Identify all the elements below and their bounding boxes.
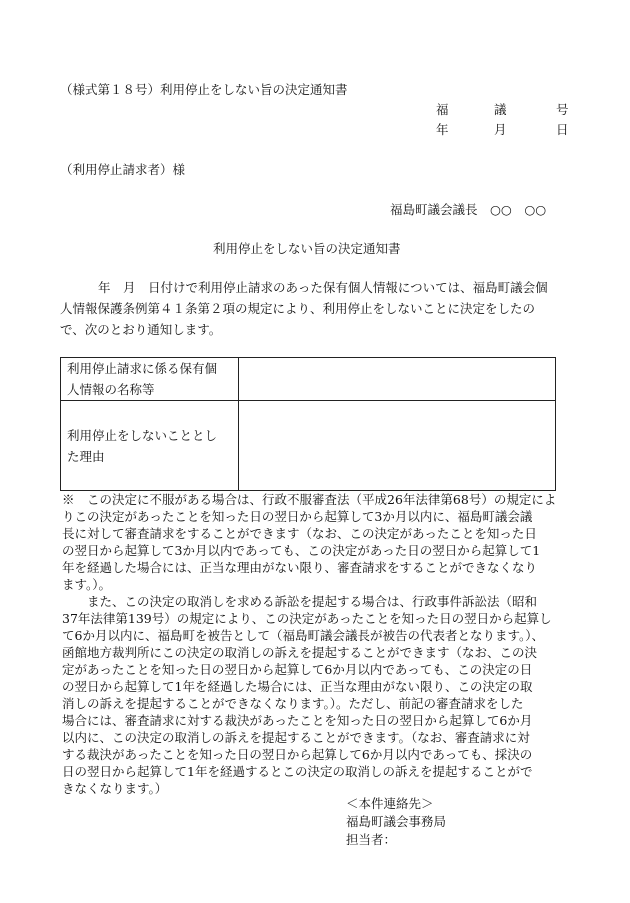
- table-label-line: 利用停止をしないこととし: [67, 427, 218, 443]
- contact-heading: ＜本件連絡先＞: [346, 796, 434, 811]
- notice-line: ます。）。: [62, 577, 112, 592]
- request-info-table: [60, 357, 556, 491]
- notice-line: の翌日から起算して3か月以内であっても、この決定があった日の翌日から起算して1: [62, 543, 541, 558]
- table-label-cell: [61, 358, 239, 401]
- sender: 福島町議会議長 ○○ ○○: [390, 202, 547, 217]
- appeal-line: する裁決があったことを知った日の翌日から起算して6か月以内であっても、採決の: [62, 747, 533, 762]
- appeal-line: 以内に、この決定の取消しの訴えを提起することができます。（なお、審査請求に対: [62, 730, 530, 745]
- body-line: で、次のとおり通知します。: [60, 322, 222, 337]
- doc-number-go: 号: [556, 102, 569, 117]
- body-paragraph: [60, 277, 560, 340]
- notice-paragraph: [62, 491, 572, 593]
- body-line: 年 月 日付けで利用停止請求のあった保有個人情報については、福島町議会個: [98, 280, 548, 295]
- notice-line: 長に対して審査請求をすることができます（なお、この決定があったことを知った日: [62, 526, 537, 541]
- notice-line: ※ この決定に不服がある場合は、行政不服審査法（平成26年法律第68号）の規定によ: [62, 492, 557, 507]
- notice-line: りこの決定があったことを知った日の翌日から起算して3か月以内に、福島町議会議: [62, 509, 533, 524]
- notice-line: 年を経過した場合には、正当な理由がない限り、審査請求をすることができなくなり: [62, 560, 538, 575]
- table-label-cell: [61, 401, 239, 491]
- document-title: 利用停止をしない旨の決定通知書: [213, 241, 401, 256]
- date-month: 月: [494, 122, 507, 137]
- date-year: 年: [436, 122, 449, 137]
- appeal-line: の翌日から起算して1年を経過した場合には、正当な理由がない限り、この決定の取: [62, 679, 533, 694]
- appeal-line: 消しの訴えを提起することができなくなります。）。ただし、前記の審査請求をした: [62, 696, 524, 711]
- body-line: 人情報保護条例第４１条第２項の規定により、利用停止をしないことに決定をしたの: [60, 301, 536, 316]
- appeal-line: 定があったことを知った日の翌日から起算して6か月以内であっても、この決定の日: [62, 662, 533, 677]
- recipient: （利用停止請求者）様: [60, 162, 186, 177]
- appeal-line: て6か月以内に、福島町を被告として（福島町議会議長が被告の代表者となります。）、: [62, 628, 544, 643]
- appeal-line: きなくなります。）: [62, 781, 168, 796]
- table-row: [61, 358, 556, 401]
- appeal-line: 37年法律第139号）の規定により、この決定があったことを知った日の翌日から起算し: [62, 611, 552, 626]
- date-day: 日: [556, 122, 569, 137]
- doc-number-fuku: 福: [436, 102, 449, 117]
- contact-office: 福島町議会事務局: [346, 814, 447, 829]
- table-label-line: 人情報の名称等: [67, 382, 155, 397]
- appeal-line: 函館地方裁判所にこの決定の取消しの訴えを提起することができます（なお、この決: [62, 645, 538, 660]
- table-value-cell: [239, 358, 556, 401]
- doc-number-gi: 議: [494, 102, 507, 117]
- form-title: （様式第１８号）利用停止をしない旨の決定通知書: [60, 82, 348, 97]
- table-label-line: 利用停止請求に係る保有個: [67, 361, 218, 376]
- appeal-line: 日の翌日から起算して1年を経過するとこの決定の取消しの訴えを提起することがで: [62, 764, 533, 779]
- table-label-line: た理由: [67, 448, 105, 464]
- table-value-cell: [239, 401, 556, 491]
- appeal-paragraph: [62, 593, 572, 797]
- table-row: [61, 401, 556, 491]
- contact-person-label: 担当者：: [346, 832, 397, 847]
- appeal-line: また、この決定の取消しを求める訴訟を提起する場合は、行政事件訴訟法（昭和: [87, 594, 538, 609]
- appeal-line: 場合には、審査請求に対する裁決があったことを知った日の翌日から起算して6か月: [62, 713, 533, 728]
